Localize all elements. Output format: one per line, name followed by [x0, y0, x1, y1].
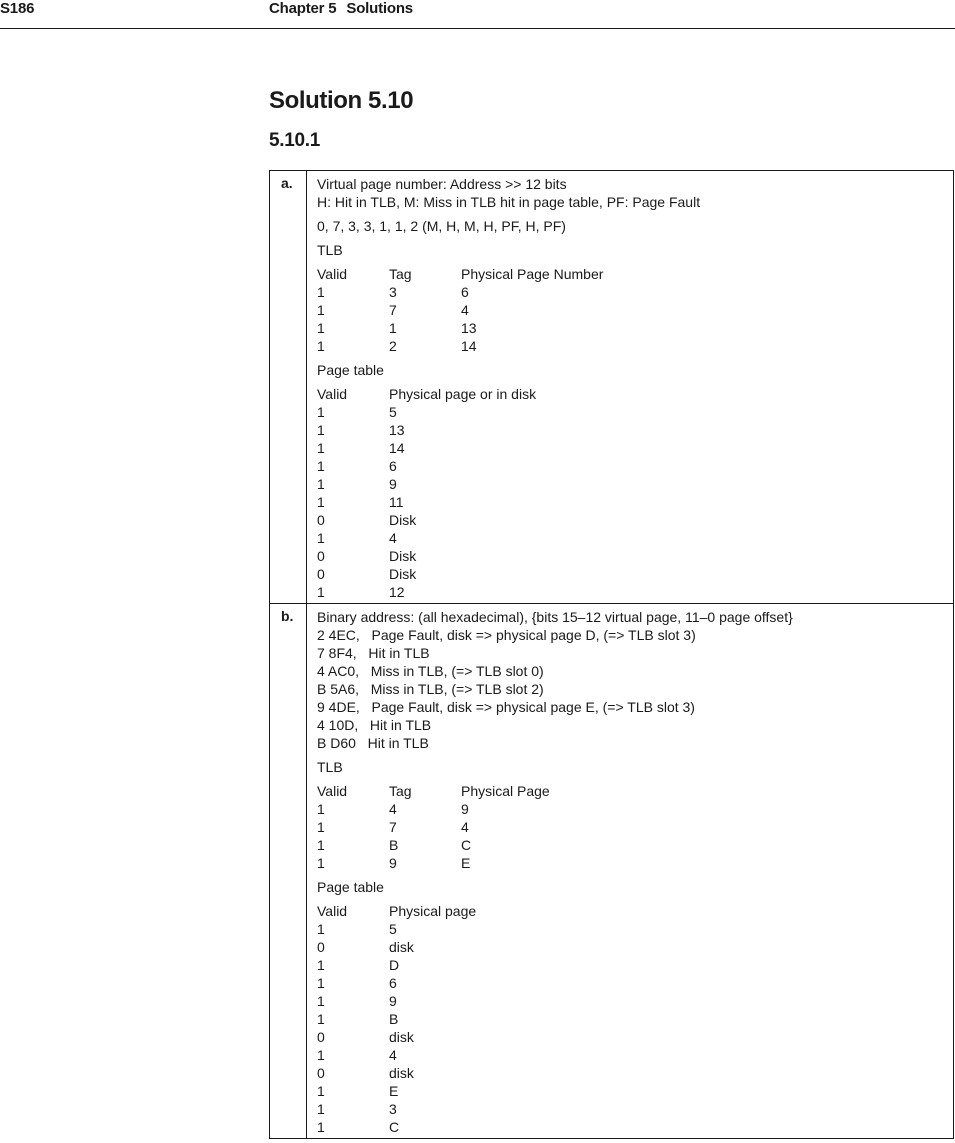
access-address: B 5A6,: [317, 681, 360, 697]
page-table-title: Page table: [317, 879, 384, 895]
page-table-cell: 3: [389, 1101, 397, 1117]
page-table-row: [317, 1046, 943, 1064]
page-table-cell: E: [389, 1083, 399, 1099]
tlb-cell: 9: [461, 801, 469, 817]
page-table-cell: 0: [317, 939, 325, 955]
tlb-cell: 1: [389, 320, 397, 336]
page-table-cell: 4: [389, 530, 397, 546]
tlb-title: TLB: [317, 242, 343, 258]
part-a-label-cell: [270, 171, 307, 604]
tlb-cell: 13: [461, 320, 477, 336]
tlb-cell: C: [461, 837, 472, 853]
access-result: Page Fault, disk => physical page D, (=> TLB slot 3): [371, 627, 696, 643]
access-address: 2 4EC,: [317, 627, 360, 643]
subsection-title: 5.10.1: [269, 130, 321, 151]
page-table-row: [317, 403, 943, 421]
tlb-row: [317, 800, 943, 818]
tlb-cell: 7: [389, 302, 397, 318]
page-table-header-cell: Valid: [317, 903, 348, 919]
page-table-cell: 1: [317, 422, 325, 438]
page-table-cell: 0: [317, 1065, 325, 1081]
tlb-cell: 1: [317, 320, 325, 336]
tlb-cell: 1: [317, 801, 325, 817]
tlb-cell: 9: [389, 855, 397, 871]
part-a-row: [270, 171, 954, 604]
access-sequence: 0, 7, 3, 3, 1, 1, 2 (M, H, M, H, PF, H, PF): [317, 218, 566, 234]
tlb-title: TLB: [317, 759, 343, 775]
running-header: [269, 0, 413, 17]
page-table-cell: 6: [389, 458, 397, 474]
page-table-cell: 5: [389, 921, 397, 937]
page-table-cell: Disk: [389, 566, 417, 582]
page-table: [317, 902, 943, 1136]
page-table-row: [317, 475, 943, 493]
tlb-row: [317, 836, 943, 854]
page-number: S186: [0, 0, 35, 17]
access-result: Hit in TLB: [369, 717, 432, 733]
access-list: [317, 626, 943, 752]
section-label: Solutions: [346, 0, 413, 17]
tlb-cell: B: [389, 837, 399, 853]
tlb-cell: 14: [461, 338, 477, 354]
page-table-cell: 1: [317, 476, 325, 492]
page-table-row: [317, 493, 943, 511]
page-table-cell: C: [389, 1119, 400, 1135]
part-b-label-cell: [270, 604, 307, 1139]
tlb-cell: 1: [317, 837, 325, 853]
page-table-row: [317, 1028, 943, 1046]
page-table-row: [317, 529, 943, 547]
page-table-cell: disk: [389, 1029, 414, 1045]
page-table-cell: 11: [389, 494, 404, 510]
page-table-cell: 1: [317, 921, 325, 937]
tlb-cell: 3: [389, 284, 397, 300]
access-address: 4 AC0,: [317, 663, 360, 679]
page-table-cell: disk: [389, 1065, 414, 1081]
access-result: Page Fault, disk => physical page E, (=> TLB slot 3): [371, 699, 695, 715]
solution-table: [269, 170, 954, 1139]
part-b-row: [270, 604, 954, 1139]
tlb-cell: 1: [317, 284, 325, 300]
tlb-header-cell: Valid: [317, 266, 348, 282]
page-table-cell: Disk: [389, 548, 417, 564]
page-table-cell: 9: [389, 993, 397, 1009]
tlb-header-cell: Physical Page: [461, 783, 550, 799]
access-line: [317, 716, 943, 734]
page-table-row: [317, 421, 943, 439]
tlb-header-row: [317, 265, 943, 283]
page-table-row: [317, 583, 943, 601]
page-table-cell: 1: [317, 1047, 325, 1063]
tlb-header-cell: Physical Page Number: [461, 266, 604, 282]
tlb-cell: 2: [389, 338, 397, 354]
tlb-row: [317, 337, 943, 355]
tlb-row: [317, 319, 943, 337]
page-table-cell: 1: [317, 584, 325, 600]
tlb-cell: 6: [461, 284, 469, 300]
access-line: [317, 680, 943, 698]
page-table-cell: 1: [317, 1011, 325, 1027]
page-table-row: [317, 565, 943, 583]
intro-line: Binary address: (all hexadecimal), {bits 15–12 virtual page, 11–0 page offset}: [317, 609, 793, 625]
page-table-cell: disk: [389, 939, 414, 955]
page-table-row: [317, 1064, 943, 1082]
access-address: B D60: [317, 735, 356, 751]
access-line: [317, 626, 943, 644]
page-table-cell: 12: [389, 584, 405, 600]
chapter-label: Chapter 5: [269, 0, 337, 17]
access-result: Miss in TLB, (=> TLB slot 0): [370, 663, 544, 679]
page-table-header-cell: Physical page or in disk: [389, 386, 537, 402]
page-table-cell: 1: [317, 1083, 325, 1099]
tlb-cell: 1: [317, 302, 325, 318]
page-table-cell: 1: [317, 957, 325, 973]
page-table-cell: B: [389, 1011, 399, 1027]
page-table-cell: 1: [317, 440, 325, 456]
tlb-cell: 4: [389, 801, 397, 817]
page-table-row: [317, 439, 943, 457]
page-table-cell: 1: [317, 975, 325, 991]
tlb-header-row: [317, 782, 943, 800]
page-table-row: [317, 974, 943, 992]
access-line: [317, 698, 943, 716]
page-table-cell: 1: [317, 993, 325, 1009]
page-table-title: Page table: [317, 362, 384, 378]
page-table-row: [317, 1100, 943, 1118]
header-rule: [0, 28, 955, 29]
tlb-cell: E: [461, 855, 471, 871]
tlb-cell: 1: [317, 338, 325, 354]
page-table-cell: 0: [317, 512, 325, 528]
tlb-table: [317, 782, 943, 872]
page-table-header-cell: Physical page: [389, 903, 477, 919]
tlb-cell: 7: [389, 819, 397, 835]
access-address: 7 8F4,: [317, 645, 357, 661]
page-table-cell: 0: [317, 548, 325, 564]
part-a-content: [307, 171, 954, 604]
page-table: [317, 385, 943, 601]
page-table-row: [317, 1010, 943, 1028]
page-table-cell: 1: [317, 1101, 325, 1117]
page-table-cell: 0: [317, 566, 325, 582]
page-table-row: [317, 920, 943, 938]
tlb-table: [317, 265, 943, 355]
page-table-cell: 4: [389, 1047, 397, 1063]
tlb-cell: 1: [317, 855, 325, 871]
part-b-label: b.: [281, 608, 294, 624]
page-table-cell: D: [389, 957, 400, 973]
page-table-cell: 5: [389, 404, 397, 420]
page-table-cell: 1: [317, 404, 325, 420]
tlb-row: [317, 283, 943, 301]
tlb-header-cell: Valid: [317, 783, 348, 799]
page-table-cell: Disk: [389, 512, 417, 528]
tlb-header-cell: Tag: [389, 266, 412, 282]
page-table-header-row: [317, 902, 943, 920]
access-line: [317, 662, 943, 680]
tlb-cell: 1: [317, 819, 325, 835]
page-table-row: [317, 938, 943, 956]
page-table-cell: 0: [317, 1029, 325, 1045]
page-table-row: [317, 457, 943, 475]
tlb-header-cell: Tag: [389, 783, 412, 799]
tlb-row: [317, 301, 943, 319]
page-table-row: [317, 1082, 943, 1100]
tlb-cell: 4: [461, 819, 469, 835]
page-table-row: [317, 547, 943, 565]
access-address: 9 4DE,: [317, 699, 360, 715]
page-table-cell: 1: [317, 530, 325, 546]
page-table-row: [317, 956, 943, 974]
access-line: [317, 644, 943, 662]
intro-line: H: Hit in TLB, M: Miss in TLB hit in page table, PF: Page Fault: [317, 194, 701, 210]
page-table-cell: 1: [317, 494, 325, 510]
page-table-header-row: [317, 385, 943, 403]
page-table-cell: 1: [317, 1119, 325, 1135]
access-line: [317, 734, 943, 752]
access-address: 4 10D,: [317, 717, 359, 733]
access-result: Miss in TLB, (=> TLB slot 2): [370, 681, 544, 697]
intro-line: Virtual page number: Address >> 12 bits: [317, 176, 567, 192]
page-table-cell: 13: [389, 422, 405, 438]
page-table-cell: 9: [389, 476, 397, 492]
part-a-label: a.: [281, 175, 293, 191]
page-table-header-cell: Valid: [317, 386, 348, 402]
part-b-content: [307, 604, 954, 1139]
tlb-cell: 4: [461, 302, 469, 318]
page-table-cell: 14: [389, 440, 405, 456]
access-result: Hit in TLB: [367, 735, 429, 751]
page-table-row: [317, 1118, 943, 1136]
access-result: Hit in TLB: [368, 645, 430, 661]
page-table-cell: 1: [317, 458, 325, 474]
tlb-row: [317, 818, 943, 836]
page-table-cell: 6: [389, 975, 397, 991]
solution-title: Solution 5.10: [269, 87, 414, 114]
page-table-row: [317, 511, 943, 529]
page-table-row: [317, 992, 943, 1010]
tlb-row: [317, 854, 943, 872]
